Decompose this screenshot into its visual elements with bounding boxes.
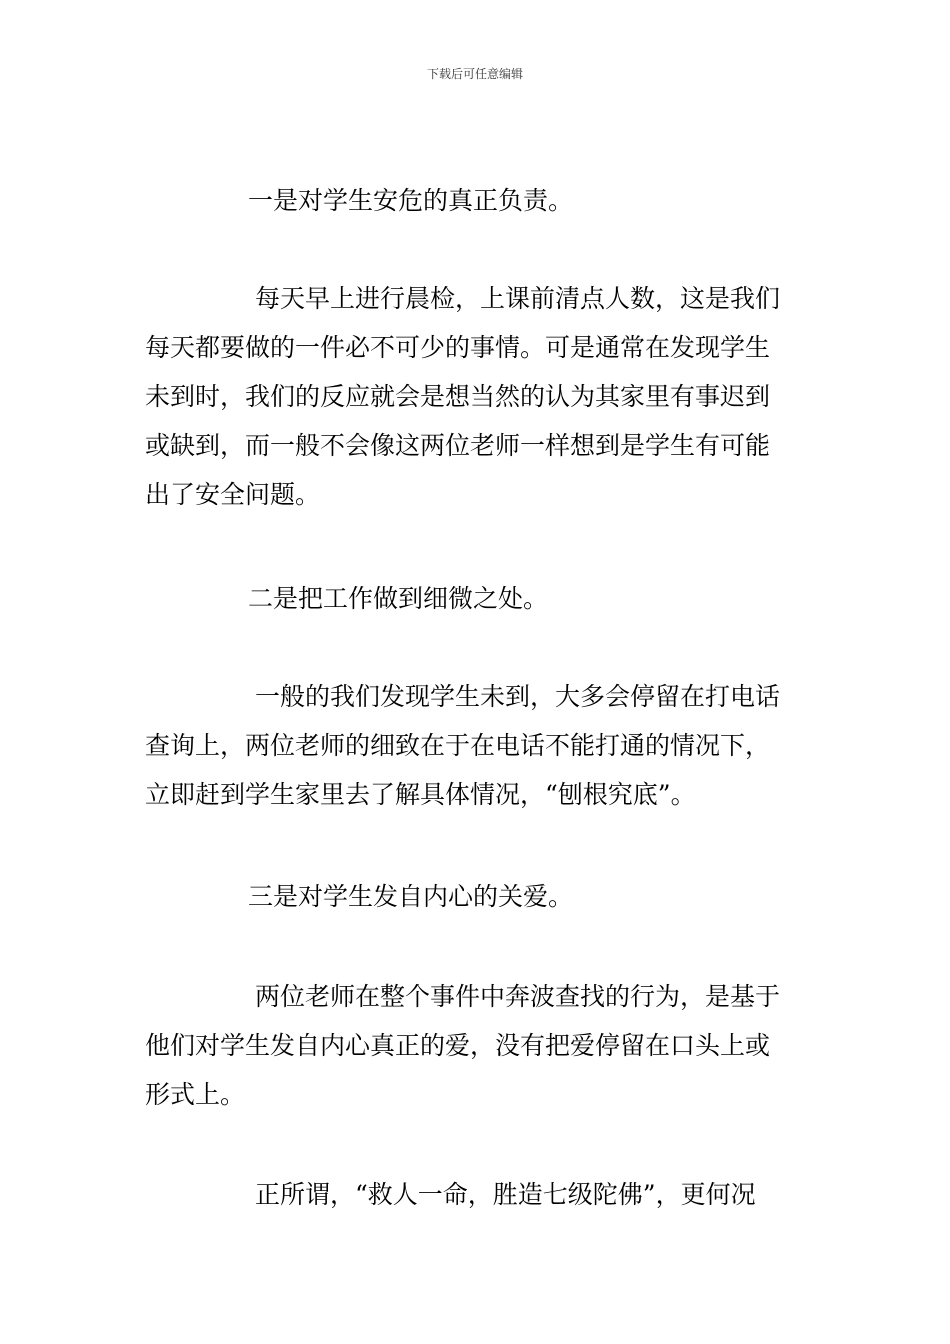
paragraph-1-line-2: 每天都要做的一件必不可少的事情。可是通常在发现学生 <box>145 333 771 362</box>
paragraph-1 <box>145 274 810 519</box>
paragraph-1-line-5: 出了安全问题。 <box>145 480 321 509</box>
heading-3-line: 三是对学生发自内心的关爱。 <box>248 882 574 911</box>
paragraph-3-line-2: 他们对学生发自内心真正的爱，没有把爱停留在口头上或 <box>145 1031 771 1060</box>
paragraph-3-line-3: 形式上。 <box>145 1080 246 1109</box>
paragraph-2 <box>145 672 810 819</box>
paragraph-3 <box>145 972 810 1119</box>
heading-3 <box>145 872 810 921</box>
page-header: 下载后可任意编辑 <box>426 67 523 81</box>
paragraph-2-line-2: 查询上，两位老师的细致在于在电话不能打通的情况下， <box>145 731 771 760</box>
paragraph-4 <box>145 1170 810 1219</box>
paragraph-1-line-1: 每天早上进行晨检，上课前清点人数，这是我们 <box>255 284 781 313</box>
paragraph-1-line-4: 或缺到，而一般不会像这两位老师一样想到是学生有可能 <box>145 431 771 460</box>
paragraph-2-line-3: 立即赶到学生家里去了解具体情况，“刨根究底”。 <box>145 780 696 809</box>
heading-1 <box>145 176 810 225</box>
paragraph-1-line-3: 未到时，我们的反应就会是想当然的认为其家里有事迟到 <box>145 382 771 411</box>
heading-2 <box>145 574 810 623</box>
paragraph-2-line-1: 一般的我们发现学生未到，大多会停留在打电话 <box>255 682 781 711</box>
heading-2-line: 二是把工作做到细微之处。 <box>248 584 549 613</box>
heading-1-line: 一是对学生安危的真正负责。 <box>248 186 574 215</box>
paragraph-3-line-1: 两位老师在整个事件中奔波查找的行为，是基于 <box>255 982 781 1011</box>
paragraph-4-line-1: 正所谓，“救人一命，胜造七级陀佛”，更何况 <box>255 1180 756 1209</box>
